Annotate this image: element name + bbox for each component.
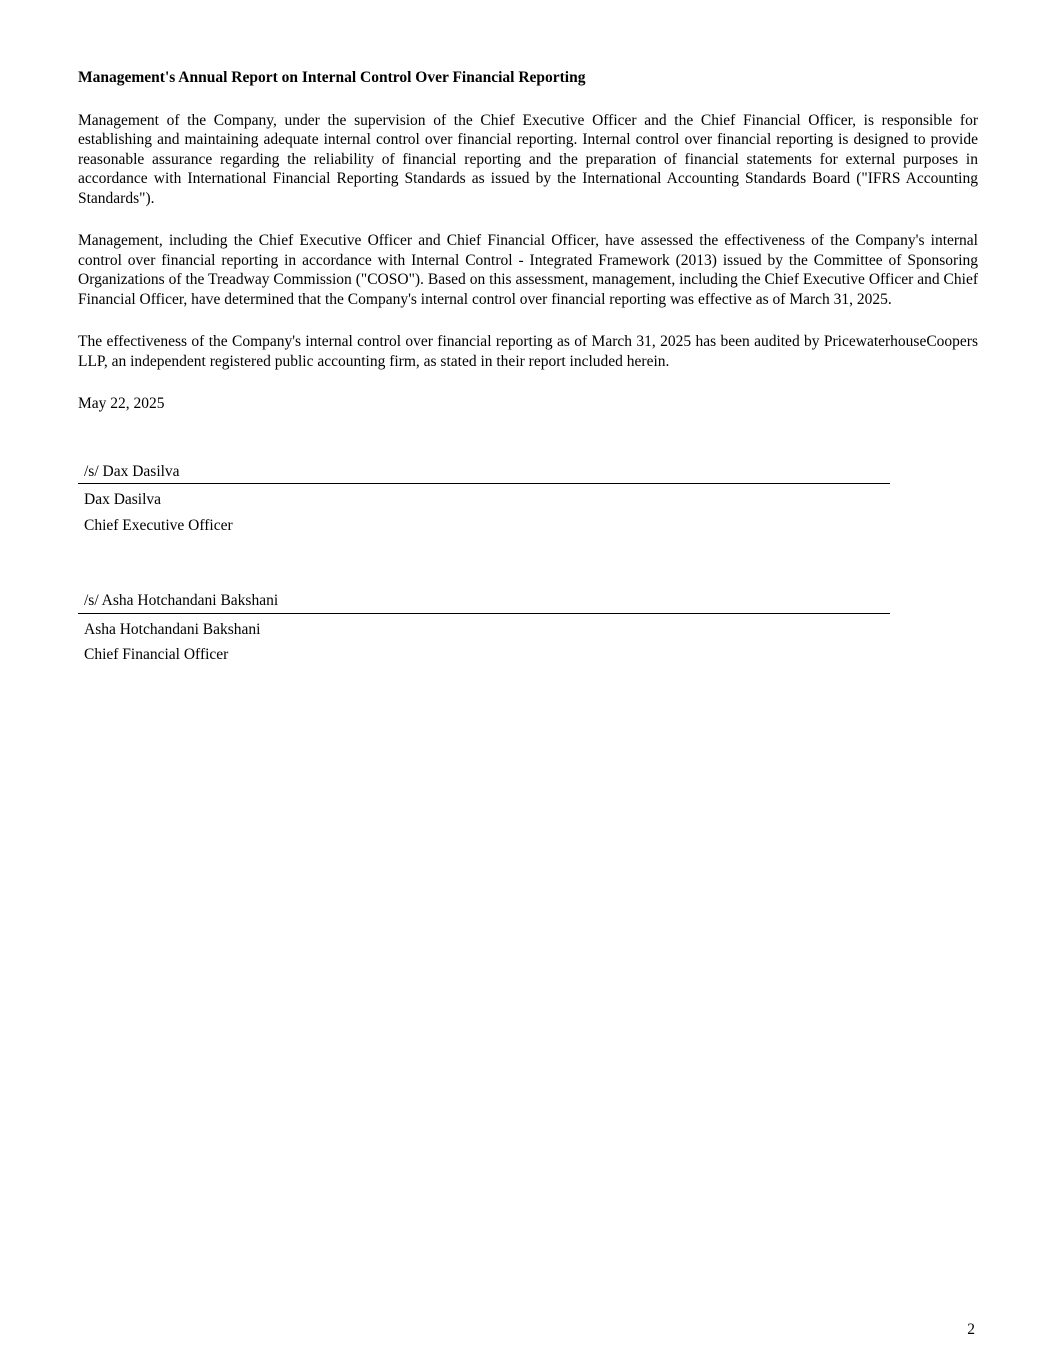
signature-line-ceo: /s/ Dax Dasilva — [78, 462, 890, 485]
paragraph-assessment: Management, including the Chief Executive Officer and Chief Financial Officer, have assessed the effectiveness of the Company's internal control over financial reporting in accordance with Internal Control - Integrated Framework (2013) issued by the Committee of Sponsoring Organizations of the Treadway Commission ("COSO"). Based on this assessment, management, including the Chief Executive Officer and Chief Financial Officer, have determined that the Company's internal control over financial reporting was effective as of March 31, 2025. — [78, 232, 978, 308]
report-date: May 22, 2025 — [78, 395, 165, 412]
signer-role-cfo: Chief Financial Officer — [84, 646, 229, 663]
signer-name-cfo: Asha Hotchandani Bakshani — [84, 620, 261, 638]
paragraph-audit: The effectiveness of the Company's internal control over financial reporting as of March 31, 2025 has been audited by PricewaterhouseCoopers LLP, an independent registered public accounting firm, as stated in their report included herein. — [78, 333, 978, 370]
signer-role-ceo: Chief Executive Officer — [84, 516, 233, 534]
signer-name-ceo: Dax Dasilva — [84, 491, 162, 508]
signature-block-cfo — [78, 591, 978, 665]
signature-block-ceo — [78, 462, 978, 536]
paragraph-responsibility: Management of the Company, under the supervision of the Chief Executive Officer and the Chief Financial Officer, is responsible for establishing and maintaining adequate internal control over financial reporting. Internal control over financial reporting is designed to provide reasonable assurance regarding the reliability of financial reporting and the preparation of financial statements for external purposes in accordance with International Financial Reporting Standards as issued by the International Accounting Standards Board ("IFRS Accounting Standards"). — [78, 111, 978, 207]
signature-line-cfo: /s/ Asha Hotchandani Bakshani — [78, 591, 890, 614]
page-number: 2 — [967, 1320, 975, 1338]
page-title: Management's Annual Report on Internal Control Over Financial Reporting — [78, 69, 586, 86]
